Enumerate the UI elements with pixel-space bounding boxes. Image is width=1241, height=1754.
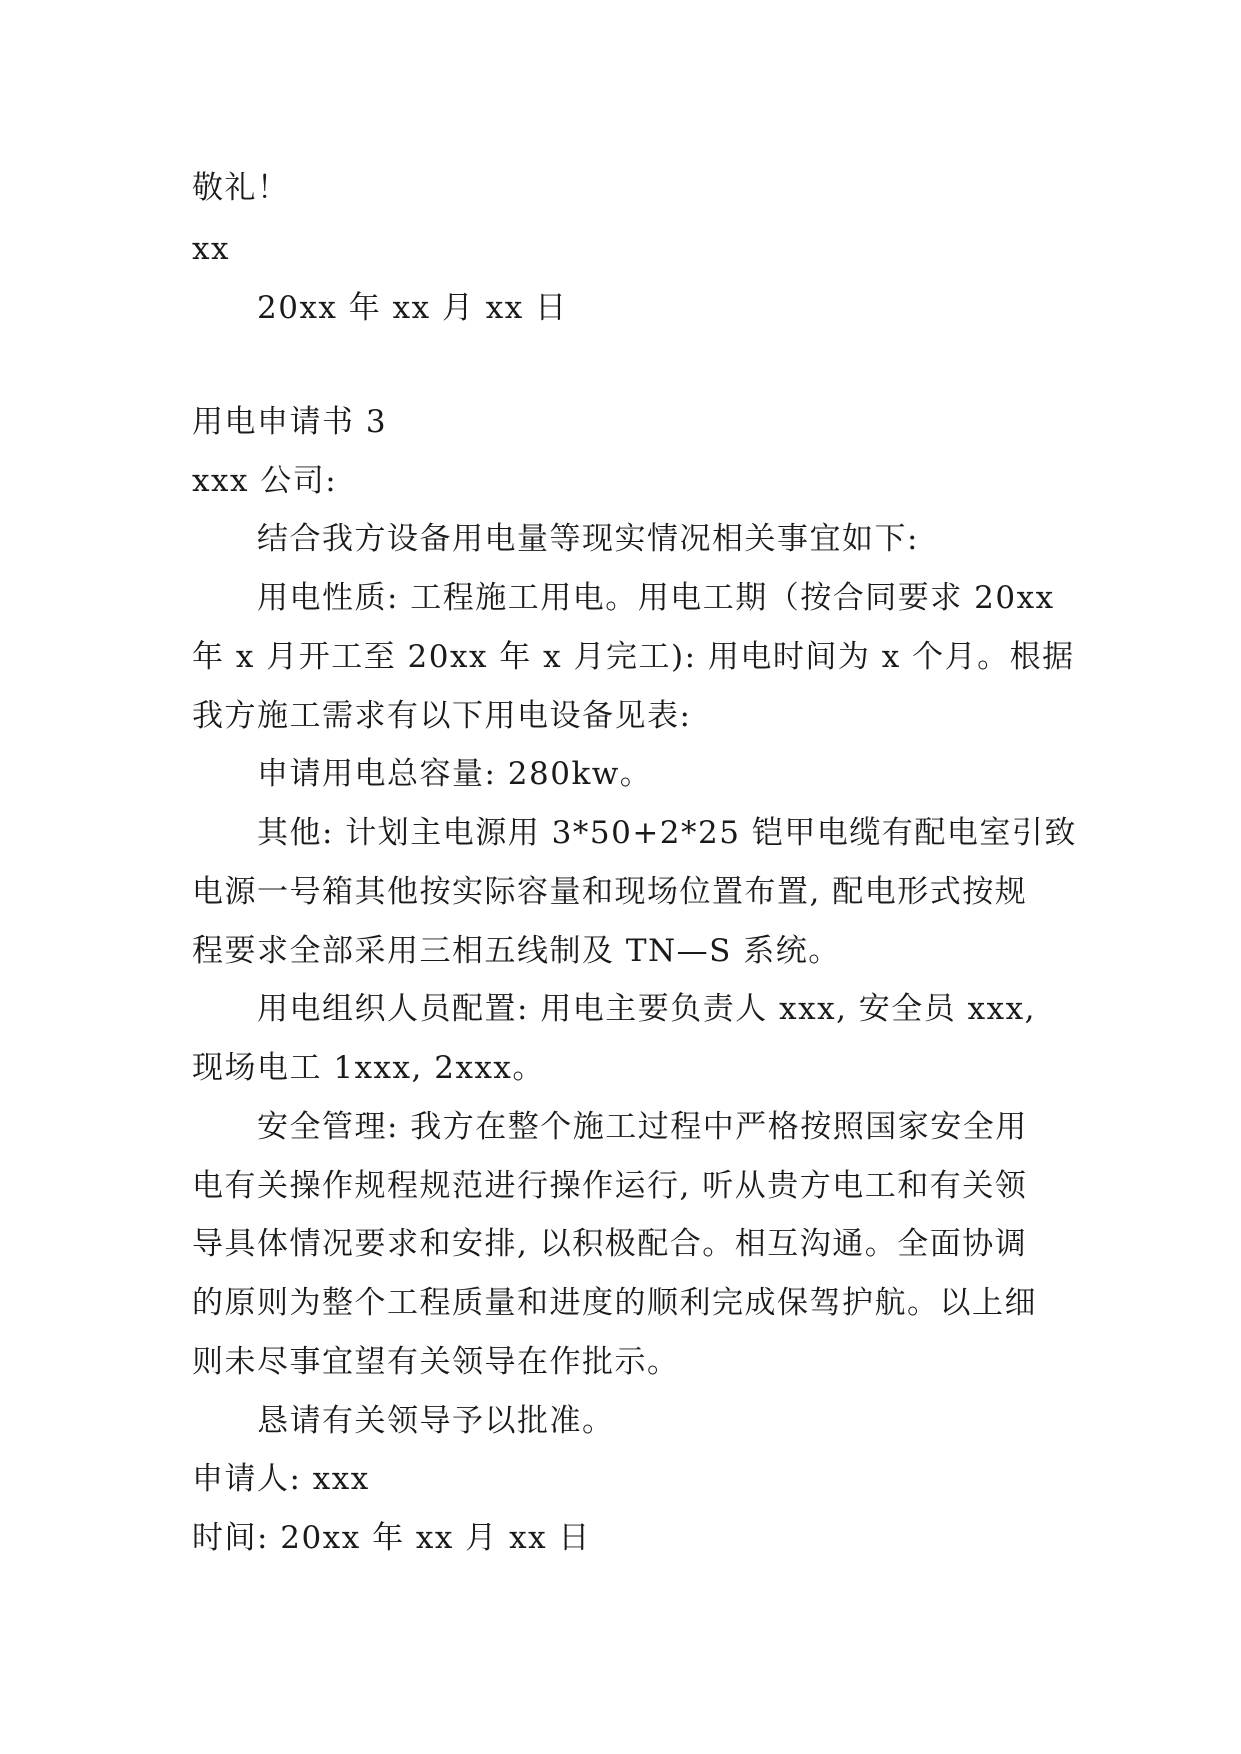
paragraph-line: 的原则为整个工程质量和进度的顺利完成保驾护航。以上细 xyxy=(192,1285,1037,1321)
paragraph-line: 用电组织人员配置: 用电主要负责人 xxx, 安全员 xxx, xyxy=(257,991,1036,1027)
closing-salute: 敬礼！ xyxy=(192,170,290,206)
paragraph-line: 则未尽事宜望有关领导在作批示。 xyxy=(192,1344,680,1380)
paragraph-line: 电源一号箱其他按实际容量和现场位置布置, 配电形式按规 xyxy=(192,874,1028,910)
paragraph-line: 程要求全部采用三相五线制及 TN—S 系统。 xyxy=(192,933,841,969)
addressee: xxx 公司: xyxy=(192,463,338,499)
paragraph-request: 恳请有关领导予以批准。 xyxy=(257,1403,615,1439)
paragraph-capacity: 申请用电总容量: 280kw。 xyxy=(257,756,653,792)
paragraph-line: 安全管理: 我方在整个施工过程中严格按照国家安全用 xyxy=(257,1109,1028,1145)
paragraph-line: 现场电工 1xxx, 2xxx。 xyxy=(192,1050,545,1086)
paragraph-line: 导具体情况要求和安排, 以积极配合。相互沟通。全面协调 xyxy=(192,1226,1028,1262)
closing-date: 20xx 年 xx 月 xx 日 xyxy=(257,290,568,326)
paragraph-line: 我方施工需求有以下用电设备见表: xyxy=(192,698,692,734)
paragraph-line: 其他: 计划主电源用 3*50+2*25 铠甲电缆有配电室引致 xyxy=(257,815,1077,851)
applicant-line: 申请人: xxx xyxy=(192,1461,370,1497)
paragraph-line: 电有关操作规程规范进行操作运行, 听从贵方电工和有关领 xyxy=(192,1168,1028,1204)
section-title: 用电申请书 3 xyxy=(192,404,388,440)
paragraph-line: 年 x 月开工至 20xx 年 x 月完工): 用电时间为 x 个月。根据 xyxy=(192,639,1075,675)
date-line: 时间: 20xx 年 xx 月 xx 日 xyxy=(192,1520,591,1556)
closing-signer: xx xyxy=(192,231,230,267)
paragraph-line: 用电性质: 工程施工用电。用电工期（按合同要求 20xx xyxy=(257,580,1055,616)
paragraph-intro: 结合我方设备用电量等现实情况相关事宜如下: xyxy=(257,521,919,557)
